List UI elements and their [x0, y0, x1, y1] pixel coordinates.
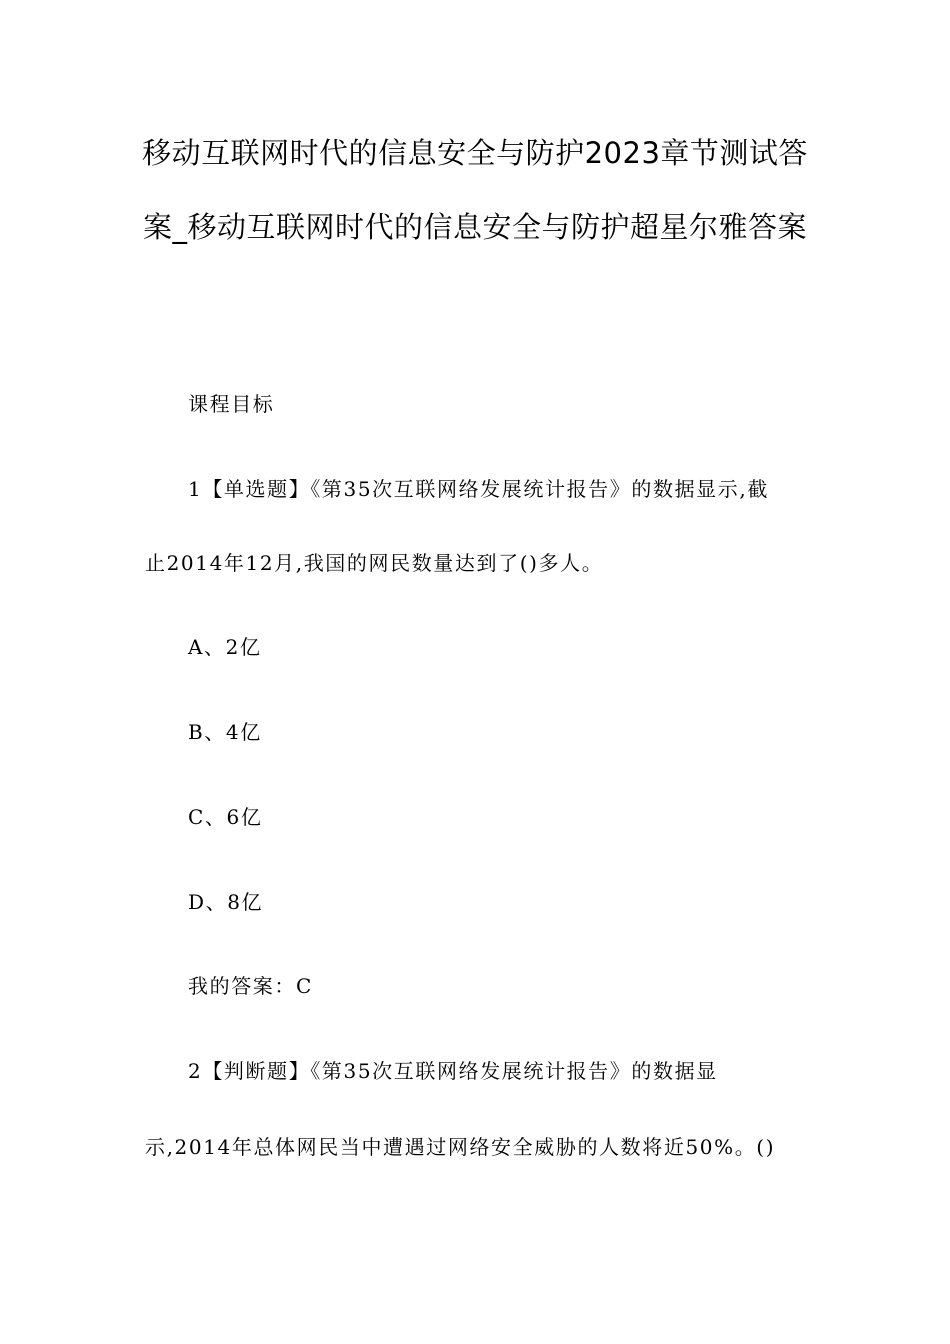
question-1-option-a: A、2亿 — [188, 635, 262, 659]
question-2-text-line-2: 示,2014年总体网民当中遭遇过网络安全威胁的人数将近50%。() — [145, 1135, 776, 1159]
question-1-text-line-1: 1【单选题】《第35次互联网络发展统计报告》的数据显示,截 — [188, 477, 769, 501]
document-title-line-1: 移动互联网时代的信息安全与防护2023章节测试答 — [142, 136, 808, 170]
question-1-option-c: C、6亿 — [188, 805, 263, 829]
document-title-line-2: 案_移动互联网时代的信息安全与防护超星尔雅答案 — [142, 210, 807, 244]
question-1-option-b: B、4亿 — [188, 720, 262, 744]
question-1-text-line-2: 止2014年12月,我国的网民数量达到了()多人。 — [145, 551, 604, 575]
question-1-option-d: D、8亿 — [188, 890, 264, 914]
section-heading: 课程目标 — [188, 392, 275, 416]
question-2-text-line-1: 2【判断题】《第35次互联网络发展统计报告》的数据显 — [188, 1059, 718, 1083]
question-1-answer: 我的答案：C — [188, 974, 313, 998]
